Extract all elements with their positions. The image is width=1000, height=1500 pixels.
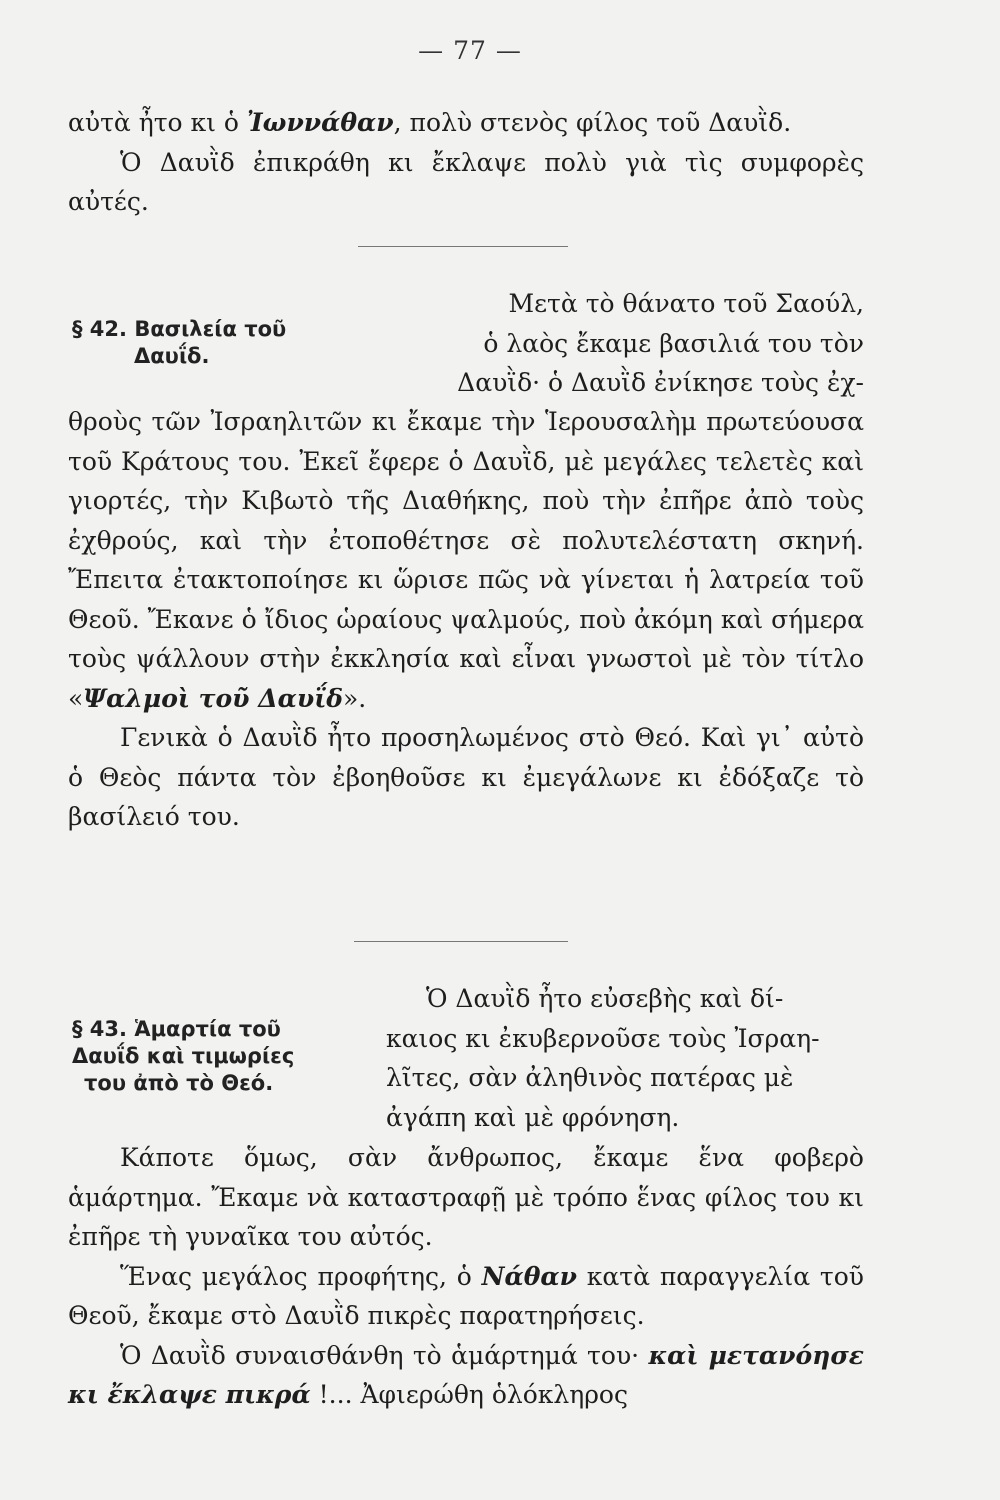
repentance-phrase: καὶ μετανόησε κι ἔκλαψε πικρά — [68, 1340, 864, 1409]
section-42-heading: § 42. Βασιλεία τοῦ Δαυΐδ. — [72, 317, 287, 368]
paragraph-lament: Ὁ Δαυῒδ ἐπικράθη κι ἔκλαψε πολὺ γιὰ τὶς συμφορὲς αὐτές. — [68, 147, 864, 216]
section-43-number: § 43. — [72, 1017, 128, 1041]
section-43-lead: Ὁ Δαυῒδ ἦτο εὐσεβὴς καὶ δί- καιος κι ἐκυβερνοῦσε τοὺς Ἰσραη- λῖτες, σὰν ἀληθινὸς πατέρας μὲ ἀγάπη καὶ μὲ φρόνηση. — [386, 984, 820, 1132]
section-43-heading: § 43. Ἁμαρτία τοῦ Δαυΐδ καὶ τιμωρίες του ἀπὸ τὸ Θεό. — [72, 1017, 295, 1095]
section-42-number: § 42. — [72, 317, 128, 341]
psalms-title: Ψαλμοὶ τοῦ Δαυΐδ — [83, 683, 343, 713]
paragraph-kingdom: θροὺς τῶν Ἰσραηλιτῶν κι ἔκαμε τὴν Ἱερουσαλὴμ πρωτεύουσα τοῦ Κράτους του. Ἐκεῖ ἔφερε ὁ Δαυῒδ, μὲ μεγάλες τελετὲς καὶ γιορτές, τὴν Κιβωτὸ τῆς Διαθήκης, ποὺ τὴν ἐπῆρε ἀπὸ τοὺς ἐχθρούς, καὶ τὴν ἐτοποθέτησε σὲ πολυτελέστατη σκηνή. Ἔπειτα ἐτακτοποίησε κι ὥρισε πῶς νὰ γίνεται ἡ λατρεία τοῦ Θεοῦ. Ἔκανε ὁ ἴδιος ὡραίους ψαλμούς, ποὺ ἀκόμη καὶ σήμερα τοὺς ψάλλουν στὴν ἐκκλησία καὶ εἶναι γνωστοὶ μὲ τὸν τίτλο «Ψαλμοὶ τοῦ Δαυΐδ». — [68, 407, 864, 713]
paragraph-sin: Κάποτε ὅμως, σὰν ἄνθρωπος, ἔκαμε ἕνα φοβερὸ ἁμάρτημα. Ἔκαμε νὰ καταστραφῇ μὲ τρόπο ἕνας φίλος του κι ἐπῆρε τὴ γυναῖκα του αὐτός. — [68, 1143, 864, 1251]
top-text — [68, 103, 864, 222]
page-number: — 77 — — [418, 36, 522, 65]
section-42-lead: Μετὰ τὸ θάνατο τοῦ Σαούλ, ὁ λαὸς ἔκαμε βασιλιά του τὸν Δαυῒδ· ὁ Δαυῒδ ἐνίκησε τοὺς ἐχ- — [457, 289, 864, 397]
name-nathan: Νάθαν — [481, 1261, 577, 1291]
section-42-body — [68, 402, 864, 837]
paragraph-prophet: Ἕνας μεγάλος προφήτης, ὁ Νάθαν κατὰ παραγγελία τοῦ Θεοῦ, ἔκαμε στὸ Δαυῒδ πικρὲς παρατηρήσεις. — [68, 1261, 864, 1330]
paragraph-general: Γενικὰ ὁ Δαυῒδ ἦτο προσηλωμένος στὸ Θεό. Καὶ γι᾿ αὐτὸ ὁ Θεὸς πάντα τὸν ἐβοηθοῦσε κι ἐμεγάλωνε κι ἐδόξαζε τὸ βασίλειό του. — [68, 723, 864, 831]
paragraph-jonathan: αὐτὰ ἦτο κι ὁ Ἰωννάθαν, πολὺ στενὸς φίλος τοῦ Δαυῒδ. — [68, 108, 792, 137]
name-jonathan: Ἰωννάθαν — [246, 108, 394, 137]
section-divider — [358, 246, 568, 247]
section-43-body — [68, 1138, 864, 1415]
section-divider — [354, 941, 568, 942]
paragraph-repentance: Ὁ Δαυῒδ συναισθάνθη τὸ ἁμάρτημά του· καὶ μετανόησε κι ἔκλαψε πικρά !... Ἀφιερώθη ὁλόκληρος — [68, 1340, 864, 1409]
